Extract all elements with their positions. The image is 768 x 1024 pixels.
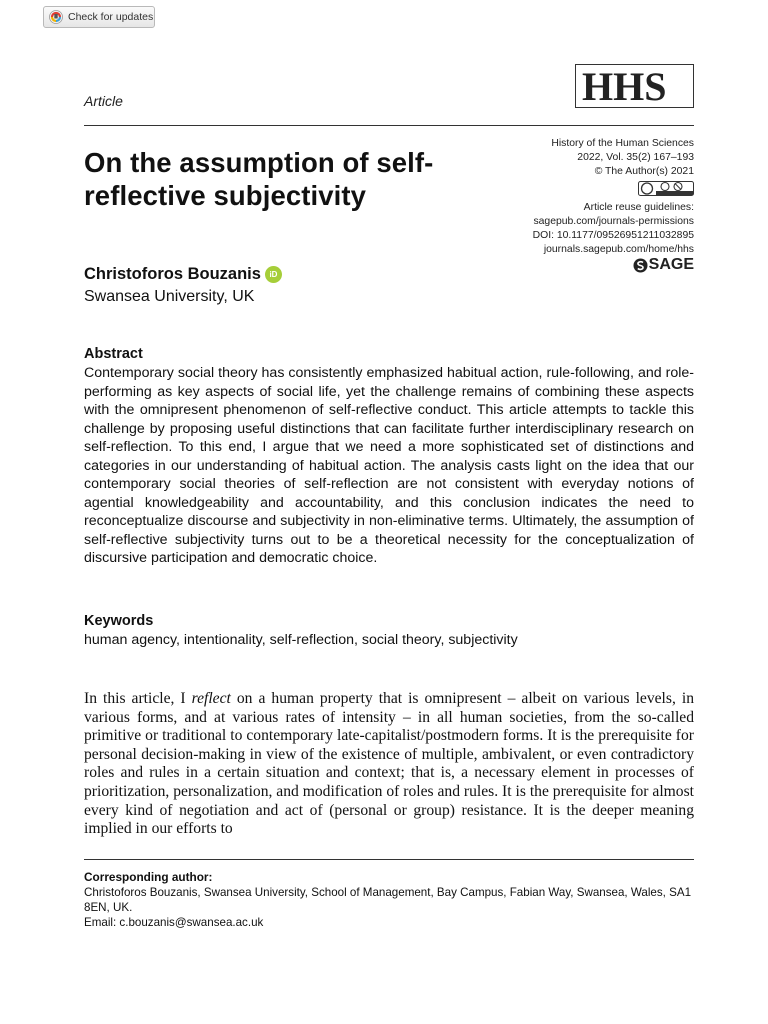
permissions-link[interactable]: sagepub.com/journals-permissions	[533, 216, 694, 228]
crossmark-icon	[49, 10, 63, 24]
author-block	[84, 265, 282, 284]
keywords-heading: Keywords	[84, 613, 154, 629]
check-for-updates-button[interactable]	[43, 6, 155, 28]
article-type-label: Article	[84, 93, 123, 109]
publisher-name: SAGE	[648, 256, 694, 273]
body-text-continued: on a human property that is omnipresent – albeit on various levels, in various forms, and at various rates of intensity – in all human societies, from the so-called primitive or traditional to contemporary late-capitalist/postmodern forms. It is the prerequisite for personal decision-making in view of the existence of multiple, ambivalent, or even contradictory roles and rules in a certain situation and context; that is, a necessary element in processes of prioritization, personalization, and modification of roles and rules. It is the prerequisite for almost every kind of negotiation and act of (personal or group) resistance. It is the deeper meaning implied in our efforts to	[84, 690, 694, 838]
corresponding-author-address: Christoforos Bouzanis, Swansea University, School of Management, Bay Campus, Fabian Way, Swansea, Wales, SA1 8EN, UK.	[84, 886, 692, 915]
orcid-icon[interactable]: iD	[265, 266, 282, 283]
body-paragraph	[84, 690, 694, 839]
corresponding-author-email[interactable]: Email: c.bouzanis@swansea.ac.uk	[84, 916, 264, 930]
article-title: On the assumption of self-reflective subjectivity	[84, 147, 434, 211]
body-emphasis: reflect	[191, 690, 231, 707]
footnote-divider	[84, 859, 694, 860]
header-divider	[84, 125, 694, 126]
author-name[interactable]: Christoforos Bouzanis	[84, 265, 261, 283]
body-text-start: In this article, I	[84, 690, 192, 707]
copyright-notice: © The Author(s) 2021	[594, 166, 694, 178]
creative-commons-license-icon	[638, 181, 694, 201]
author-affiliation: Swansea University, UK	[84, 288, 255, 305]
doi-link[interactable]: DOI: 10.1177/09526951211032895	[532, 230, 694, 242]
journal-logo-text: HHS	[581, 67, 666, 105]
corresponding-author-heading: Corresponding author:	[84, 870, 213, 884]
volume-info: 2022, Vol. 35(2) 167–193	[577, 152, 694, 164]
publisher-logo	[633, 256, 694, 274]
abstract-heading: Abstract	[84, 346, 143, 362]
journal-homepage-link[interactable]: journals.sagepub.com/home/hhs	[543, 244, 694, 256]
reuse-guidelines-label: Article reuse guidelines:	[583, 201, 694, 213]
article-metadata	[474, 137, 694, 258]
keywords-list: human agency, intentionality, self-reflection, social theory, subjectivity	[84, 632, 518, 648]
corresponding-author-details	[84, 885, 696, 931]
check-for-updates-label: Check for updates	[68, 11, 154, 23]
journal-name: History of the Human Sciences	[551, 138, 694, 149]
sage-emblem-icon	[633, 258, 648, 273]
journal-logo	[575, 64, 694, 108]
abstract-text: Contemporary social theory has consistently emphasized habitual action, rule-following, and role-performing as key aspects of social life, yet the challenge remains of combining these aspects with the omnipresent phenomenon of self-reflective conduct. This article attempts to tackle this challenge by proposing useful distinctions that can facilitate further interdisciplinary research on self-reflection. To this end, I argue that we need a more sophisticated set of distinctions and categories in our understanding of habitual action. The analysis casts light on the idea that our contemporary social theories of self-reflection are not consistent with everyday notions of agential knowledgeability and accountability, and this conclusion indicates the need to reconceptualize discourse and subjectivity in non-eliminative terms. Ultimately, the assumption of self-reflective subjectivity turns out to be a theoretical necessity for the conceptualization of discursive participation and democratic choice.	[84, 365, 694, 566]
